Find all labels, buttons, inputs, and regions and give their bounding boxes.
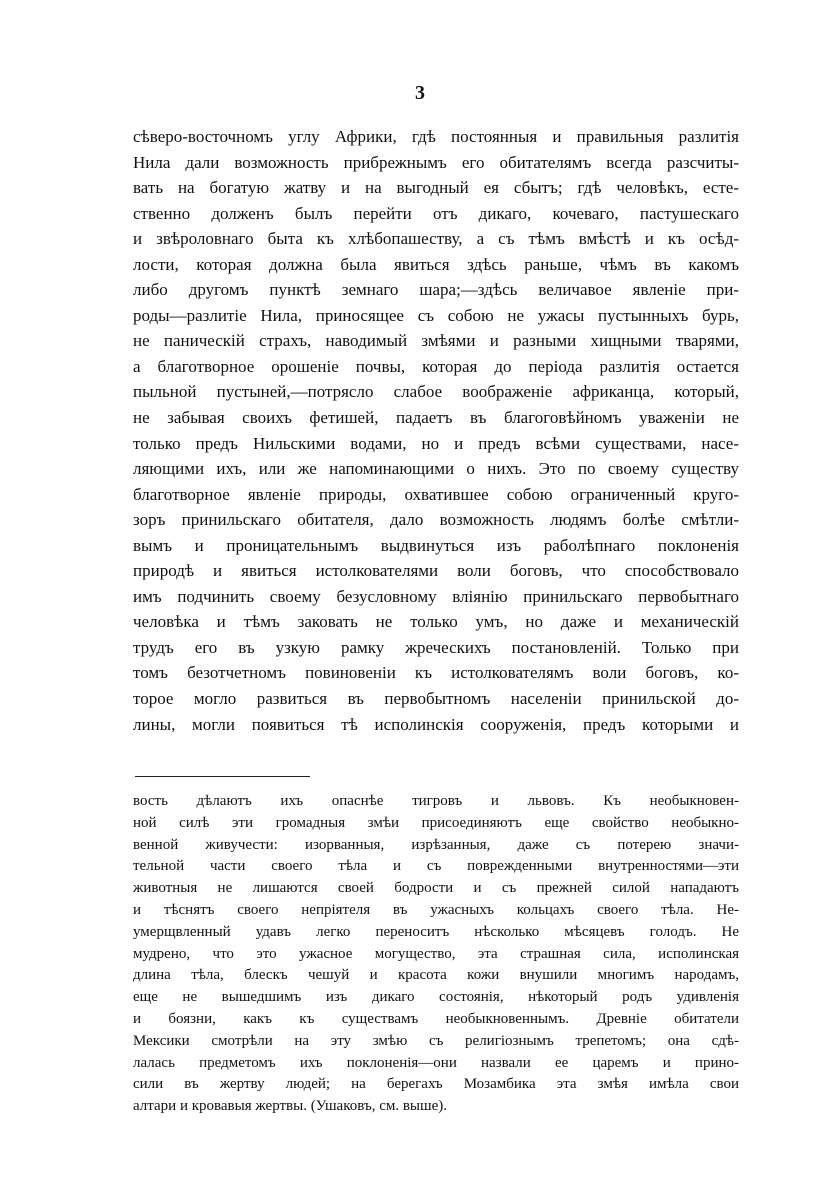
body-line: ственно долженъ былъ перейти отъ дикаго, кочеваго, пастушескаго	[133, 203, 739, 223]
footnote-line: ной силѣ эти громадныя змѣи присоединяютъ еще свойство необыкно-	[133, 814, 739, 831]
footnote-line: тельной части своего тѣла и съ поврежденными внутренностями—эти	[133, 858, 739, 875]
footnote-line: животныя не лишаются своей бодрости и съ прежней силой нападаютъ	[133, 880, 739, 897]
main-body-text	[133, 124, 739, 737]
footnote-line: умерщвленный удавъ легко переноситъ нѣсколько мѣсяцевъ голодъ. Не	[133, 923, 739, 940]
footnote-text	[133, 791, 739, 1118]
footnote-line: алтари и кровавыя жертвы. (Ушаковъ, см. выше).	[133, 1098, 447, 1115]
body-line: лины, могли появиться тѣ исполинскія сооруженія, предъ которыми и	[133, 714, 739, 734]
footnote-line: венной живучести: изорванныя, изрѣзанныя, даже съ потерею значи-	[133, 836, 739, 853]
body-line: вымъ и проницательнымъ выдвинуться изъ раболѣпнаго поклоненія	[133, 535, 739, 555]
body-line: и звѣроловнаго быта къ хлѣбопашеству, а съ тѣмъ вмѣстѣ и къ осѣд-	[133, 229, 739, 249]
footnote-line: еще не вышедшимъ изъ дикаго состоянія, нѣкоторый родъ удивленія	[133, 989, 739, 1006]
body-line: торое могло развиться въ первобытномъ населеніи принильской до-	[133, 689, 739, 709]
body-line: роды—разлитіе Нила, приносящее съ собою не ужасы пустынныхъ бурь,	[133, 305, 739, 325]
footnote-line: вость дѣлаютъ ихъ опаснѣе тигровъ и львовъ. Къ необыкновен-	[133, 793, 739, 809]
body-line: благотворное явленіе природы, охватившее собою ограниченный круго-	[133, 484, 739, 504]
body-line: человѣка и тѣмъ заковать не только умъ, но даже и механическій	[133, 612, 739, 632]
footnote-line: и тѣснятъ своего непріятеля въ ужасныхъ кольцахъ своего тѣла. Не-	[133, 901, 739, 918]
footnote-line: длина тѣла, блескъ чешуй и красота кожи внушили многимъ народамъ,	[133, 967, 739, 984]
body-line: лости, которая должна была явиться здѣсь раньше, чѣмъ въ какомъ	[133, 254, 739, 274]
footnote-line: Мексики смотрѣли на эту змѣю съ религіознымъ трепетомъ; она сдѣ-	[133, 1032, 739, 1049]
page-number: 3	[415, 82, 425, 104]
footnote-separator	[135, 776, 310, 777]
body-line: имъ подчинить своему безусловному вліянію принильскаго первобытнаго	[133, 586, 739, 606]
body-line: ляющими ихъ, или же напоминающими о нихъ. Это по своему существу	[133, 459, 739, 479]
footnote-line: и боязни, какъ къ существамъ необыкновеннымъ. Древніе обитатели	[133, 1010, 739, 1027]
body-line: томъ безотчетномъ повиновеніи къ истолкователямъ воли боговъ, ко-	[133, 663, 739, 683]
body-line: вать на богатую жатву и на выгодный ея сбытъ; гдѣ человѣкъ, есте-	[133, 178, 739, 198]
body-line: а благотворное орошеніе почвы, которая до періода разлитія остается	[133, 356, 739, 376]
body-line: не забывая своихъ фетишей, падаетъ въ благоговѣйномъ уваженіи не	[133, 408, 739, 428]
body-line: Нила дали возможность прибрежнымъ его обитателямъ всегда разсчиты-	[133, 152, 739, 172]
body-line: не паническій страхъ, наводимый змѣями и разными хищными тварями,	[133, 331, 739, 351]
footnote-line: сили въ жертву людей; на берегахъ Мозамбика эта змѣя имѣла свои	[133, 1076, 739, 1093]
body-line: природѣ и явиться истолкователями воли боговъ, что способствовало	[133, 561, 739, 581]
body-line: только предъ Нильскими водами, но и предъ всѣми существами, насе-	[133, 433, 739, 453]
body-line: пыльной пустыней,—потрясло слабое воображеніе африканца, который,	[133, 382, 739, 402]
body-line: зоръ принильскаго обитателя, дало возможность людямъ болѣе смѣтли-	[133, 510, 739, 530]
body-line: сѣверо-восточномъ углу Африки, гдѣ постоянныя и правильныя разлитія	[133, 127, 739, 146]
footnote-line: лалась предметомъ ихъ поклоненія—они назвали ее царемъ и прино-	[133, 1054, 739, 1071]
footnote-line: мудрено, что это ужасное могущество, эта страшная сила, исполинская	[133, 945, 739, 962]
body-line: трудъ его въ узкую рамку жреческихъ постановленій. Только при	[133, 637, 739, 657]
body-line: либо другомъ пунктѣ земнаго шара;—здѣсь величавое явленіе при-	[133, 280, 739, 300]
